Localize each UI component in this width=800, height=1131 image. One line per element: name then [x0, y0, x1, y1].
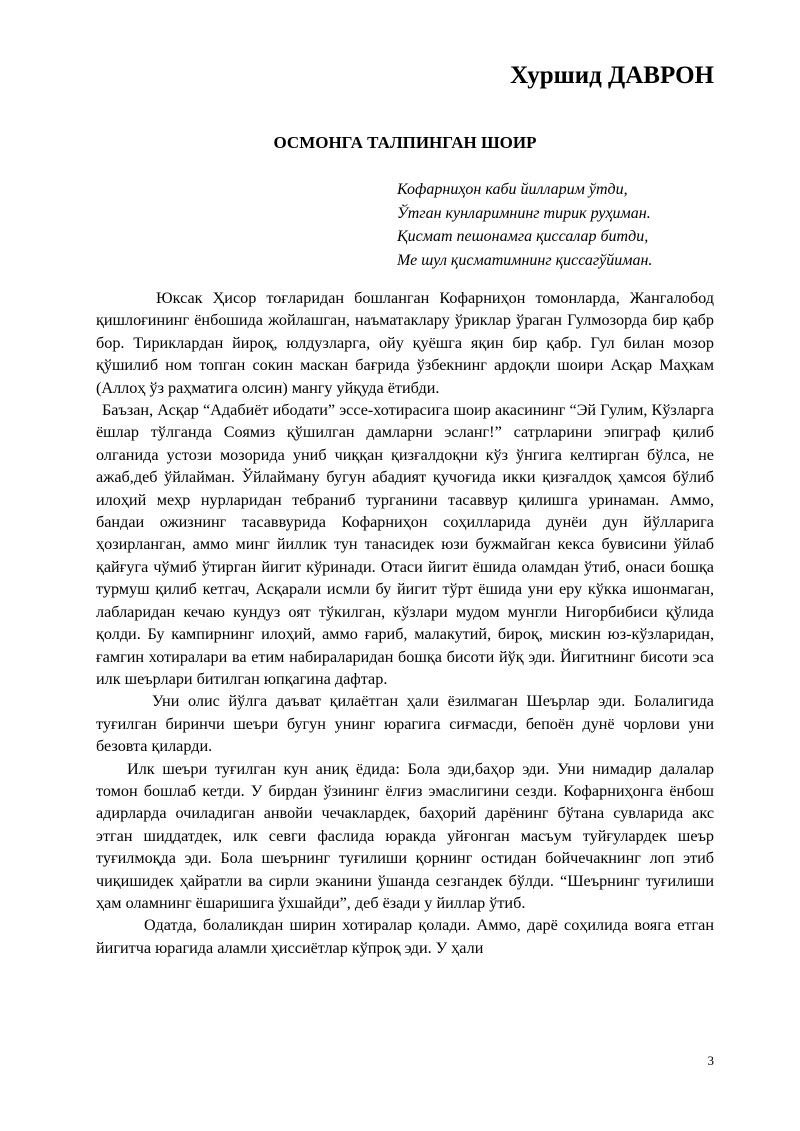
paragraph: Юксак Ҳисор тоғларидан бошланган Кофарниҳон томонларда, Жангалобод қишлоғининг ёнбошида жойлашган, наъматаклару ўриклар ўраган Гулмозорда бир қабр бор. Тириклардан йироқ, юлдузларга, ойу қуёшга яқин бир қабр. Гул билан мозор қўшилиб ном топган сокин маскан бағрида ўзбекнинг ардоқли шоири Асқар Маҳкам (Аллоҳ ўз раҳматига олсин) мангу уйқуда ётибди.	[96, 289, 714, 397]
article-title: ОСМОНГА ТАЛПИНГАН ШОИР	[273, 133, 537, 152]
author-name: Хуршид ДАВРОН	[510, 62, 714, 89]
epigraph	[397, 178, 652, 272]
paragraph: Уни олис йўлга даъват қилаётган ҳали ёзилмаган Шеърлар эди. Болалигида туғилган биринчи шеъри бугун унинг юрагига сиғмасди, бепоён дунё чорлови уни безовта қиларди.	[96, 692, 714, 756]
epigraph-line: Кофарниҳон каби йилларим ўтди,	[397, 181, 628, 198]
paragraph: Илк шеъри туғилган кун аниқ ёдида: Бола эди,баҳор эди. Уни нимадир далалар томон бошлаб кетди. У бирдан ўзининг ёлғиз эмаслигини сезди. Кофарниҳонга ёнбош адирларда очиладиган анвойи чечаклардек, баҳорий дарёнинг бўтана сувларида акс этган шиддатдек, илк севги фаслида юракда уйғонган масъум туйғулардек шеър туғилмоқда эди. Бола шеърнинг туғилиши қорнинг остидан бойчечакнинг лоп этиб чиқишидек ҳайратли ва сирли эканини ўшанда сезгандек бўлди. “Шеърнинг туғилиши ҳам оламнинг ёшаришига ўхшайди”, деб ёзади у йиллар ўтиб.	[96, 759, 714, 912]
page-number: 3	[707, 1053, 714, 1068]
paragraph: Баъзан, Асқар “Адабиёт ибодати” эссе-хотирасига шоир акасининг “Эй Гулим, Кўзларга ёшлар тўлганда Соямиз қўшилган дамларни эсланг!” сатрларини эпиграф қилиб олганида устози мозорида униб чиққан қизғалдоқни кўз ўнгига келтирган бўлса, не ажаб,деб ўйлайман. Ўйлайману бугун абадият қучоғида икки қизғалдоқ ҳамсоя бўлиб илоҳий меҳр нурларидан тебраниб турганини тасаввур қилишга уринаман. Аммо, бандаи ожизнинг тасаввурида Кофарниҳон соҳилларида дунёи дун йўлларига ҳозирланган, аммо минг йиллик тун танасидек юзи бужмайган кекса бувисини ўйлаб қайғуга чўмиб ўтирган йигит кўринади. Отаси йигит ёшида оламдан ўтиб, онаси бошқа турмуш қилиб кетгач, Асқарали исмли бу йигит тўрт ёшида уни еру кўкка ишонмаган, лабларидан кечаю кундуз оят тўкилган, кўзлари мудом мунгли Нигорбибиси қўлида қолди. Бу кампирнинг илоҳий, аммо ғариб, малакутий, бироқ, мискин юз-кўзларидан, ғамгин хотиралари ва етим набираларидан бошқа бисоти йўқ эди. Йигитнинг бисоти эса илк шеърлари битилган юпқагина дафтар.	[96, 401, 714, 688]
epigraph-line: Ме шул қисматимнинг қиссагўйиман.	[397, 251, 653, 269]
epigraph-line: Қисмат пешонамга қиссалар битди,	[397, 228, 649, 245]
paragraph: Одатда, болаликдан ширин хотиралар қолади. Аммо, дарё соҳилида вояга етган йигитча юрагида аламли ҳиссиётлар кўпроқ эди. У ҳали	[96, 916, 714, 957]
epigraph-line: Ўтган кунларимнинг тирик руҳиман.	[397, 204, 651, 222]
article-body	[96, 287, 714, 959]
